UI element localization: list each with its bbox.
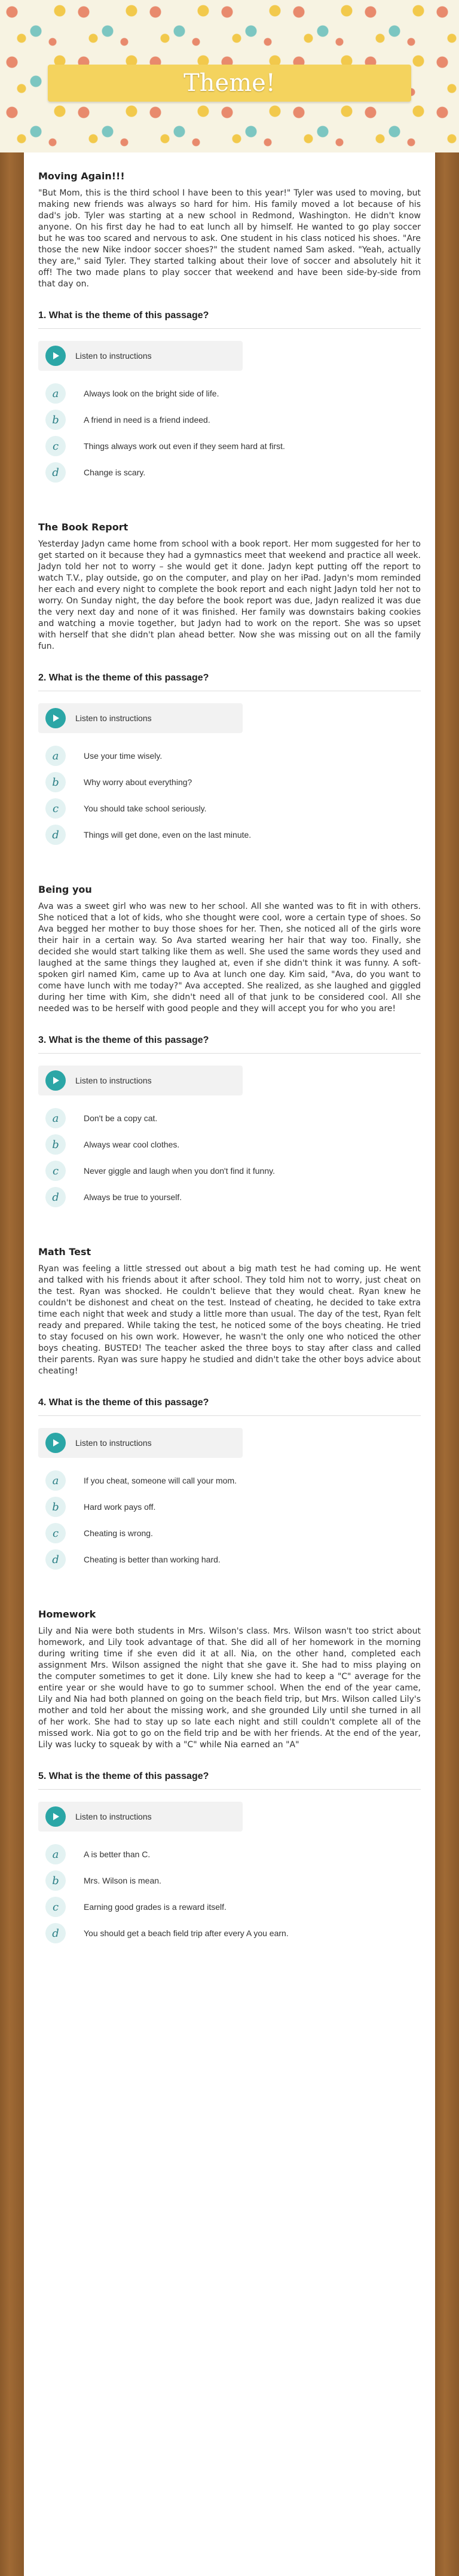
- answer-options: [38, 743, 421, 848]
- option-text: You should get a beach field trip after every A you earn.: [84, 1928, 289, 1938]
- option-letter-badge: a: [45, 746, 66, 766]
- story-text: Yesterday Jadyn came home from school with a book report. Her mom suggested for her to get started on it because they had a gymnastics meet that weekend and practice all week. Jadyn told her not to worry – she would get it done. Jadyn kept putting off the report to watch T.V., play outside, go on the computer, and play on her iPad. Jadyn's mom reminded her each and every night to complete the book report and each night Jadyn told her not to worry. On Sunday night, the day before the book report was due, Jadyn realized it was due the very next day and none of it was finished. Her family was downstairs baking cookies and watching a movie together, but Jadyn had to work on the report. She was so upset with herself that she didn't plan ahead better. Now she was missing out on all the family fun.: [38, 539, 421, 651]
- play-icon[interactable]: [45, 346, 66, 366]
- answer-option[interactable]: [38, 1546, 421, 1573]
- question-title: 1. What is the theme of this passage?: [38, 310, 421, 329]
- option-letter-badge: a: [45, 383, 66, 404]
- option-text: Things always work out even if they seem hard at first.: [84, 441, 285, 451]
- option-letter-badge: d: [45, 825, 66, 845]
- patterned-header: [0, 0, 459, 152]
- answer-option[interactable]: [38, 1467, 421, 1494]
- wood-border-left: [0, 152, 24, 2576]
- option-letter-badge: b: [45, 1497, 66, 1517]
- option-text: Use your time wisely.: [84, 751, 163, 761]
- option-letter-badge: c: [45, 1523, 66, 1543]
- option-text: Mrs. Wilson is mean.: [84, 1876, 161, 1885]
- answer-option[interactable]: [38, 1520, 421, 1546]
- answer-option[interactable]: [38, 1184, 421, 1210]
- option-letter-badge: a: [45, 1108, 66, 1128]
- answer-option[interactable]: [38, 1158, 421, 1184]
- answer-option[interactable]: [38, 407, 421, 433]
- answer-options: [38, 380, 421, 486]
- question-block: [38, 310, 421, 486]
- option-letter-badge: d: [45, 1549, 66, 1570]
- question-block: [38, 673, 421, 848]
- story-section: [38, 1609, 421, 1751]
- story-section: [38, 884, 421, 1015]
- option-letter-badge: c: [45, 1897, 66, 1917]
- story-text: Ava was a sweet girl who was new to her school. All she wanted was to fit in with others. She noticed that a lot of kids, who she thought were cool, wore a certain type of shoes. So Ava begged her mother to buy those shoes for her. Then, she noticed all of the girls wore their hair in a certain way. So Ava started wearing her hair that way too. Finally, she decided she would start talking like them as well. She used the same words they used and laughed at the same things they laughed at, even if she didn't think it was funny. A soft-spoken girl named Kim, came up to Ava at lunch one day. Kim said, "Ava, do you want to come have lunch with me today?" Ava accepted. She realized, as she laughed and giggled during her time with Kim, she didn't need all of that junk to be considered cool. All she needed was to be herself with good people and they will accept you for who you are!: [38, 902, 421, 1014]
- listen-label: Listen to instructions: [75, 1812, 152, 1821]
- story-title: Being you: [38, 884, 92, 895]
- story-text: Ryan was feeling a little stressed out about a big math test he had coming up. He went and talked with his friends about it after school. They told him not to worry, just cheat on the test. Ryan was shocked. He couldn't believe that they would cheat. Ryan knew he couldn't be dishonest and cheat on the test. Instead of cheating, he decided to take extra time each night that week and study a little more than usual. The day of the test, Ryan felt ready and prepared. While taking the test, he noticed some of the boys cheating. He tried to stay focused on his own work. However, he wasn't the only one who noticed the other boys cheating. BUSTED! The teacher asked the three boys to stay after class and called their parents. Ryan was sure happy he studied and didn't take the other boys advice about cheating!: [38, 1264, 421, 1376]
- answer-option[interactable]: [38, 1105, 421, 1131]
- question-title: 3. What is the theme of this passage?: [38, 1035, 421, 1054]
- answer-option[interactable]: [38, 1920, 421, 1946]
- answer-option[interactable]: [38, 1131, 421, 1158]
- option-text: Change is scary.: [84, 468, 146, 477]
- answer-options: [38, 1841, 421, 1946]
- option-text: Never giggle and laugh when you don't find it funny.: [84, 1166, 275, 1176]
- answer-options: [38, 1467, 421, 1573]
- play-icon[interactable]: [45, 1806, 66, 1827]
- option-letter-badge: a: [45, 1844, 66, 1864]
- option-letter-badge: d: [45, 1923, 66, 1943]
- listen-label: Listen to instructions: [75, 351, 152, 361]
- answer-option[interactable]: [38, 1841, 421, 1867]
- story-title: Homework: [38, 1609, 96, 1620]
- answer-options: [38, 1105, 421, 1210]
- listen-to-instructions-button[interactable]: [38, 1802, 243, 1832]
- story-text: "But Mom, this is the third school I have been to this year!" Tyler was used to moving, but making new friends was always so hard for him. His family moved a lot because of his dad's job. Tyler was starting at a new school in Redmond, Washington. He didn't know anyone. On his first day he had to eat lunch all by himself. He wanted to go play soccer but he was too scared and nervous to ask. One student in his class noticed his shoes. "Are those the new Nike indoor soccer shoes?" the student named Sam asked. "Yeah, actually they are," said Tyler. They started talking about their love of soccer and absolutely hit it off! The two made plans to play soccer that weekend and have been side-by-side from that day on.: [38, 188, 421, 289]
- worksheet-paper: [24, 152, 435, 2576]
- option-letter-badge: c: [45, 1161, 66, 1181]
- option-text: A is better than C.: [84, 1849, 151, 1859]
- listen-label: Listen to instructions: [75, 713, 152, 723]
- option-text: Cheating is better than working hard.: [84, 1555, 221, 1564]
- story-section: [38, 521, 421, 652]
- answer-option[interactable]: [38, 459, 421, 486]
- story-section: [38, 1246, 421, 1377]
- answer-option[interactable]: [38, 1894, 421, 1920]
- question-title: 5. What is the theme of this passage?: [38, 1771, 421, 1790]
- wood-border-right: [435, 152, 459, 2576]
- option-letter-badge: b: [45, 772, 66, 792]
- question-block: [38, 1397, 421, 1573]
- option-letter-badge: b: [45, 1134, 66, 1155]
- play-icon[interactable]: [45, 1433, 66, 1453]
- answer-option[interactable]: [38, 769, 421, 795]
- listen-to-instructions-button[interactable]: [38, 703, 243, 733]
- answer-option[interactable]: [38, 795, 421, 822]
- question-block: [38, 1035, 421, 1210]
- story-section: [38, 170, 421, 290]
- option-text: Earning good grades is a reward itself.: [84, 1902, 227, 1912]
- story-title: Moving Again!!!: [38, 170, 125, 182]
- option-text: Hard work pays off.: [84, 1502, 156, 1512]
- page-title: Theme!: [183, 69, 276, 97]
- option-letter-badge: d: [45, 1187, 66, 1207]
- option-text: Always be true to yourself.: [84, 1192, 182, 1202]
- option-letter-badge: d: [45, 462, 66, 483]
- option-letter-badge: c: [45, 436, 66, 456]
- story-title: Math Test: [38, 1246, 91, 1258]
- answer-option[interactable]: [38, 1867, 421, 1894]
- option-text: A friend in need is a friend indeed.: [84, 415, 210, 425]
- listen-to-instructions-button[interactable]: [38, 1066, 243, 1095]
- answer-option[interactable]: [38, 433, 421, 459]
- option-text: Don't be a copy cat.: [84, 1113, 158, 1123]
- title-banner: [48, 65, 411, 102]
- listen-to-instructions-button[interactable]: [38, 1428, 243, 1458]
- option-text: Always wear cool clothes.: [84, 1140, 180, 1149]
- option-text: If you cheat, someone will call your mom.: [84, 1476, 237, 1485]
- question-block: [38, 1771, 421, 1946]
- question-title: 2. What is the theme of this passage?: [38, 673, 421, 691]
- option-letter-badge: a: [45, 1470, 66, 1491]
- story-title: The Book Report: [38, 521, 128, 533]
- answer-option[interactable]: [38, 743, 421, 769]
- story-text: Lily and Nia were both students in Mrs. Wilson's class. Mrs. Wilson wasn't too strict about homework, and Lily took advantage of that. She did all of her homework in the morning during writing time if she even did it at all. Nia, on the other hand, completed each assignment Mrs. Wilson assigned the night that she gave it. She had to miss playing on the computer sometimes to get it done. Lily knew she had to keep a "C" average for the entire year or she would have to go to summer school. When the end of the year came, Lily and Nia had both planned on going on the beach field trip, but Mrs. Wilson called Lily's mother and told her about the missing work, and she grounded Lily until she turned in all of her work. She had to stay up so late each night and still couldn't complete all of the missed work. Nia got to go on the field trip and be with her friends. At the end of the year, Lily was lucky to squeak by with a "C" while Nia earned an "A": [38, 1626, 421, 1750]
- option-text: You should take school seriously.: [84, 804, 207, 813]
- listen-label: Listen to instructions: [75, 1076, 152, 1085]
- option-text: Why worry about everything?: [84, 777, 192, 787]
- question-title: 4. What is the theme of this passage?: [38, 1397, 421, 1416]
- answer-option[interactable]: [38, 380, 421, 407]
- option-text: Always look on the bright side of life.: [84, 389, 219, 398]
- worksheet-content: [38, 170, 421, 1982]
- listen-to-instructions-button[interactable]: [38, 341, 243, 371]
- option-text: Cheating is wrong.: [84, 1528, 153, 1538]
- option-letter-badge: c: [45, 798, 66, 819]
- option-letter-badge: b: [45, 1870, 66, 1891]
- answer-option[interactable]: [38, 822, 421, 848]
- play-icon[interactable]: [45, 708, 66, 728]
- answer-option[interactable]: [38, 1494, 421, 1520]
- option-text: Things will get done, even on the last minute.: [84, 830, 252, 840]
- play-icon[interactable]: [45, 1070, 66, 1091]
- listen-label: Listen to instructions: [75, 1438, 152, 1448]
- option-letter-badge: b: [45, 410, 66, 430]
